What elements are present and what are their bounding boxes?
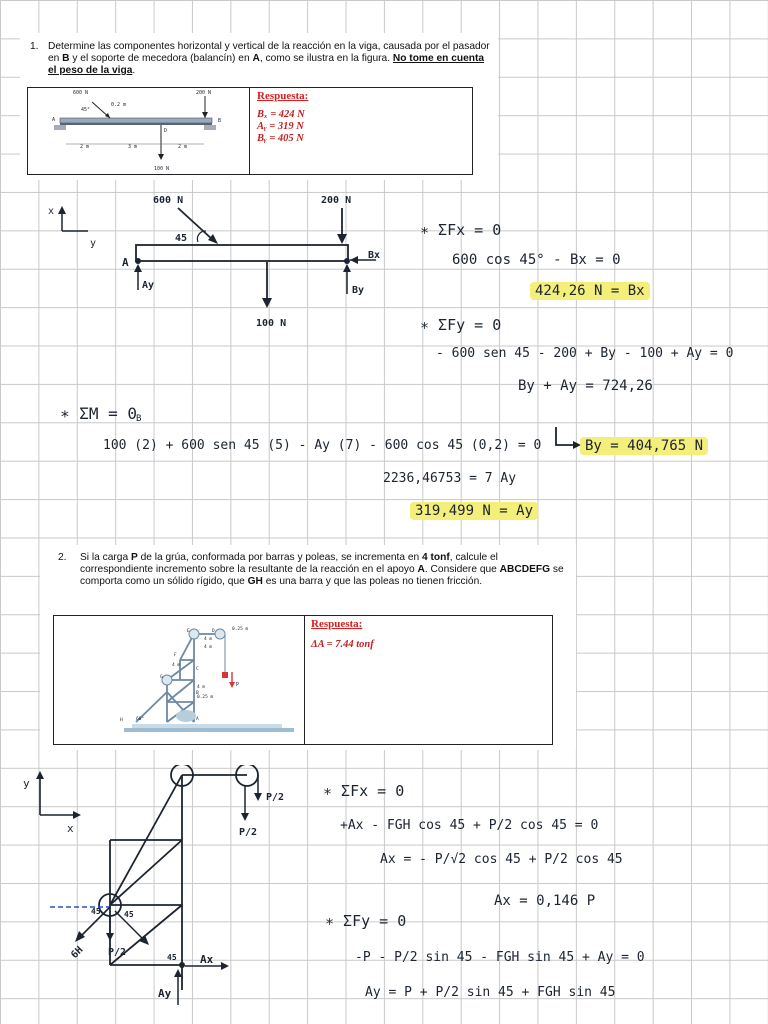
sol1-eq5: By + Ay = 724,26 [518, 378, 653, 394]
problem-2-number: 2. [58, 552, 67, 563]
crane-label-d: D [212, 629, 215, 634]
sol2-eq6: -P - P/2 sin 45 - FGH sin 45 + Ay = 0 [355, 950, 645, 965]
statement-bold: P [130, 552, 138, 563]
sol1-result-ay: 319,499 N = Ay [410, 502, 538, 520]
sol1-result-bx: 424,26 N = Bx [530, 282, 650, 300]
arrow-to-by [553, 425, 583, 455]
crane-dist-4m-4: 4 m [197, 685, 206, 690]
angle-label: 45 [175, 233, 188, 244]
sol1-eq4: - 600 sen 45 - 200 + By - 100 + Ay = 0 [436, 346, 734, 361]
axis-y-label-2: y [23, 777, 30, 790]
ay-label: Ay [142, 280, 155, 291]
p2-label-a: P/2 [266, 792, 285, 803]
statement-note: No tome en cuenta el peso de la viga [48, 53, 485, 76]
fig-label-a: A [52, 117, 56, 123]
statement-text: Si la carga [80, 552, 131, 563]
ay-label-2: Ay [158, 987, 172, 1000]
bx-label: Bx [368, 250, 381, 261]
problem-1-card [20, 33, 498, 180]
answer-line: Bₓ = 424 N [257, 109, 305, 120]
crane-dist-4m-3: 4 m [172, 663, 181, 668]
sol2-eq4: Ax = 0,146 P [494, 893, 596, 909]
problem-1-statement [48, 41, 492, 77]
angle-45-a: 45 [91, 907, 101, 916]
crane-label-f: F [174, 653, 177, 658]
answer-delta-a: ΔA = 7.44 tonf [311, 639, 374, 650]
by-label: By [352, 285, 365, 296]
statement-bold: 4 tonf [422, 552, 450, 563]
statement-text: se comporta como un sólido rígido, que [80, 564, 564, 587]
fig-dist-2m-left: 2 m [80, 144, 90, 150]
sol1-eq6-sub: B [136, 414, 142, 424]
statement-text: Determine las componentes horizontal y vertical de la reacción en la viga, causada por el pasador en [48, 41, 490, 64]
statement-bold: A [252, 53, 260, 64]
statement-text: , calcule el correspondiente incremento sobre la resultante de la reacción en el apoyo [80, 552, 498, 575]
statement-text: y el soporte de mecedora (balancín) en [69, 53, 253, 64]
p2-label-c: P/2 [108, 947, 127, 958]
problem-1-table [27, 87, 473, 175]
fig-load-100: 100 N [154, 166, 170, 172]
statement-text: es una barra y que las poleas no tienen fricción. [262, 576, 483, 587]
axis-x-label-2: x [67, 822, 74, 835]
crane-label-h: H [120, 718, 123, 723]
sol1-eq3: ∗ ΣFy = 0 [420, 316, 502, 334]
sol1-eq7: 100 (2) + 600 sen 45 (5) - Ay (7) - 600 cos 45 (0,2) = 0 [103, 438, 542, 453]
crane-dist-025-top: 0.25 m [232, 627, 249, 632]
crane-label-p: P [236, 682, 240, 688]
problem-2-card [40, 545, 576, 750]
statement-text: de la grúa, conformada por barras y poleas, se incrementa en [137, 552, 423, 563]
problem-2-statement [80, 552, 572, 588]
answer-title: Respuesta: [257, 90, 309, 102]
axis-y-label: y [90, 238, 97, 249]
fig-label-b: B [218, 118, 222, 124]
crane-dist-025: 0.25 m [197, 695, 214, 700]
beam-figure [28, 88, 248, 174]
crane-dist-4m-1: 4 m [204, 637, 213, 642]
sol2-eq5: ∗ ΣFy = 0 [325, 912, 407, 930]
solution-1-diagram [38, 186, 458, 336]
sol2-eq1: ∗ ΣFx = 0 [323, 782, 405, 800]
sol1-result-by: By = 404,765 N [580, 437, 708, 455]
answer-line: Bᵧ = 405 N [257, 133, 304, 144]
force-200-label: 200 N [321, 195, 352, 206]
crane-label-e: E [187, 629, 190, 634]
statement-bold: GH [247, 576, 263, 587]
angle-45-b: 45 [124, 910, 134, 919]
crane-label-a: A [196, 717, 199, 722]
crane-figure [54, 616, 303, 744]
crane-label-g: G [160, 675, 163, 680]
sol2-eq2: +Ax - FGH cos 45 + P/2 cos 45 = 0 [340, 818, 599, 833]
statement-text: , como se ilustra en la figura. [259, 53, 393, 64]
statement-text: . Considere que [424, 564, 500, 575]
sol2-eq7: Ay = P + P/2 sin 45 + FGH sin 45 [365, 985, 616, 1000]
angle-45-c: 45 [167, 953, 177, 962]
fig-label-d: D [164, 128, 168, 134]
crane-angle: 60° [136, 717, 145, 722]
sol1-eq6 [60, 404, 137, 423]
solution-2-diagram [15, 765, 315, 1020]
moment-eq: ∗ ΣM = 0 [60, 404, 138, 423]
fig-load-200: 200 N [196, 90, 212, 96]
statement-text: . [132, 65, 136, 76]
answer-panel-2 [311, 618, 374, 651]
sol2-eq3: Ax = - P/√2 cos 45 + P/2 cos 45 [380, 852, 623, 867]
crane-dist-4m-2: 4 m [204, 645, 213, 650]
answer-panel [257, 90, 308, 145]
force-100-label: 100 N [256, 318, 287, 329]
problem-2-table [53, 615, 553, 745]
crane-label-c: C [196, 667, 199, 672]
force-600-label: 600 N [153, 195, 184, 206]
fig-dist-2m-right: 2 m [178, 144, 188, 150]
p2-label-b: P/2 [239, 827, 258, 838]
fig-load-600: 600 N [73, 90, 89, 96]
answer-title-2: Respuesta: [311, 618, 363, 630]
fig-dist-3m: 3 m [128, 144, 138, 150]
axis-x-label: x [48, 206, 55, 217]
statement-bold: B [62, 53, 70, 64]
crane-label-b: B [196, 691, 199, 696]
fig-angle: 45° [81, 107, 91, 113]
statement-bold: A [417, 564, 425, 575]
sol1-eq1: ∗ ΣFx = 0 [420, 221, 502, 239]
statement-bold: ABCDEFG [499, 564, 551, 575]
fig-dist-02: 0.2 m [111, 102, 127, 108]
sol1-eq8: 2236,46753 = 7 Ay [383, 471, 517, 486]
gh-label: 6H [69, 944, 86, 961]
point-a-label: A [122, 256, 129, 269]
answer-line: Aᵧ = 319 N [257, 121, 304, 132]
sol1-eq2: 600 cos 45° - Bx = 0 [452, 252, 621, 268]
problem-1-number: 1. [30, 41, 39, 52]
ax-label: Ax [200, 953, 214, 966]
